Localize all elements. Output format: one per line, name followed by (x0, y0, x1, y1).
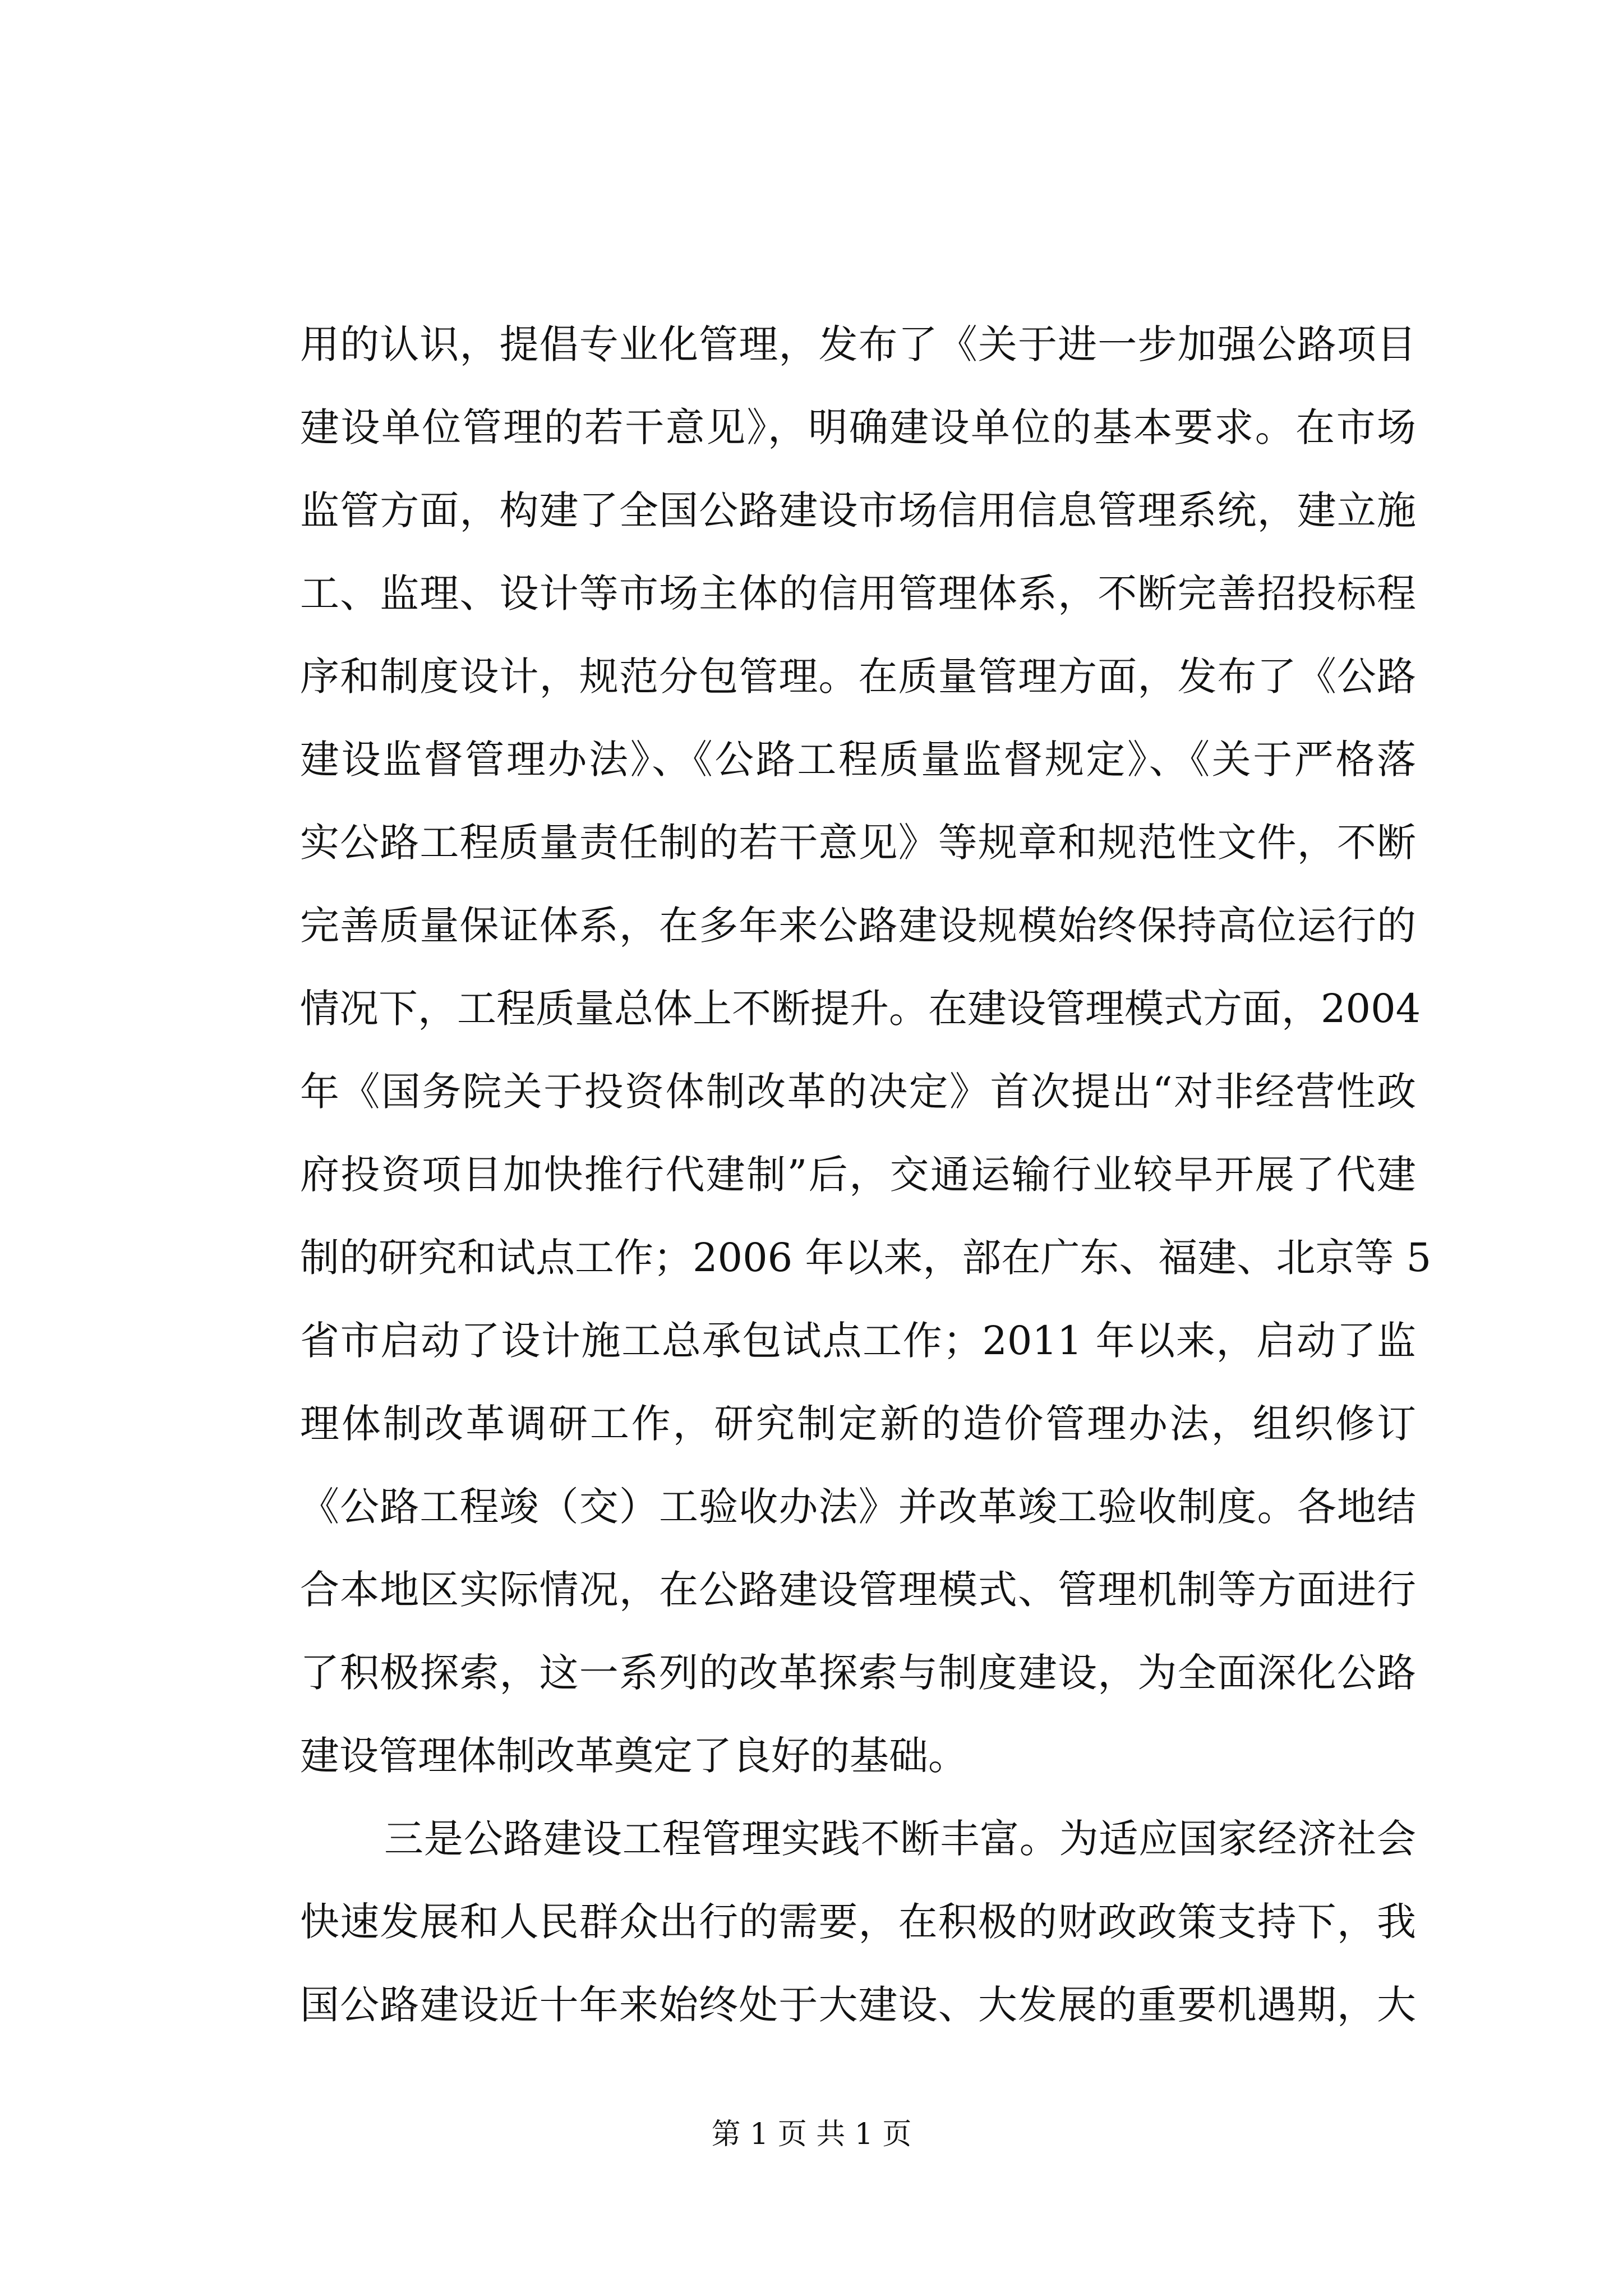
text-line: 合本地区实际情况，在公路建设管理模式、管理机制等方面进行 (300, 1567, 1416, 1613)
text-line: 府投资项目加快推行代建制”后，交通运输行业较早开展了代建 (300, 1152, 1416, 1198)
text-line: 建设监督管理办法》、《公路工程质量监督规定》、《关于严格落 (300, 737, 1416, 783)
page-footer: 第 1 页 共 1 页 (711, 2118, 912, 2151)
text-line: 序和制度设计，规范分包管理。在质量管理方面，发布了《公路 (300, 654, 1416, 700)
text-line: 国公路建设近十年来始终处于大建设、大发展的重要机遇期，大 (300, 1982, 1416, 2028)
text-line: 快速发展和人民群众出行的需要，在积极的财政政策支持下，我 (300, 1899, 1416, 1945)
text-line: 年《国务院关于投资体制改革的决定》首次提出“对非经营性政 (300, 1069, 1416, 1115)
text-line: 监管方面，构建了全国公路建设市场信用信息管理系统，建立施 (300, 487, 1416, 533)
text-line: 完善质量保证体系，在多年来公路建设规模始终保持高位运行的 (300, 903, 1416, 949)
text-line: 《公路工程竣（交）工验收办法》并改革竣工验收制度。各地结 (300, 1484, 1416, 1530)
text-line: 实公路工程质量责任制的若干意见》等规章和规范性文件，不断 (300, 820, 1416, 866)
paragraph-end-line: 建设管理体制改革奠定了良好的基础。 (300, 1733, 967, 1779)
paragraph-first-line: 三是公路建设工程管理实践不断丰富。为适应国家经济社会 (384, 1816, 1416, 1862)
text-line: 了积极探索，这一系列的改革探索与制度建设，为全面深化公路 (300, 1650, 1416, 1696)
text-line: 用的认识，提倡专业化管理，发布了《关于进一步加强公路项目 (300, 321, 1416, 367)
body-text (300, 303, 1432, 2046)
text-line: 工、监理、设计等市场主体的信用管理体系，不断完善招投标程 (300, 570, 1416, 616)
text-line: 情况下，工程质量总体上不断提升。在建设管理模式方面，2004 (300, 986, 1421, 1032)
text-line: 制的研究和试点工作；2006 年以来，部在广东、福建、北京等 5 (300, 1235, 1432, 1281)
text-line: 省市启动了设计施工总承包试点工作；2011 年以来，启动了监 (300, 1318, 1416, 1364)
text-line: 建设单位管理的若干意见》，明确建设单位的基本要求。在市场 (300, 404, 1416, 450)
text-line: 理体制改革调研工作，研究制定新的造价管理办法，组织修订 (300, 1401, 1416, 1447)
